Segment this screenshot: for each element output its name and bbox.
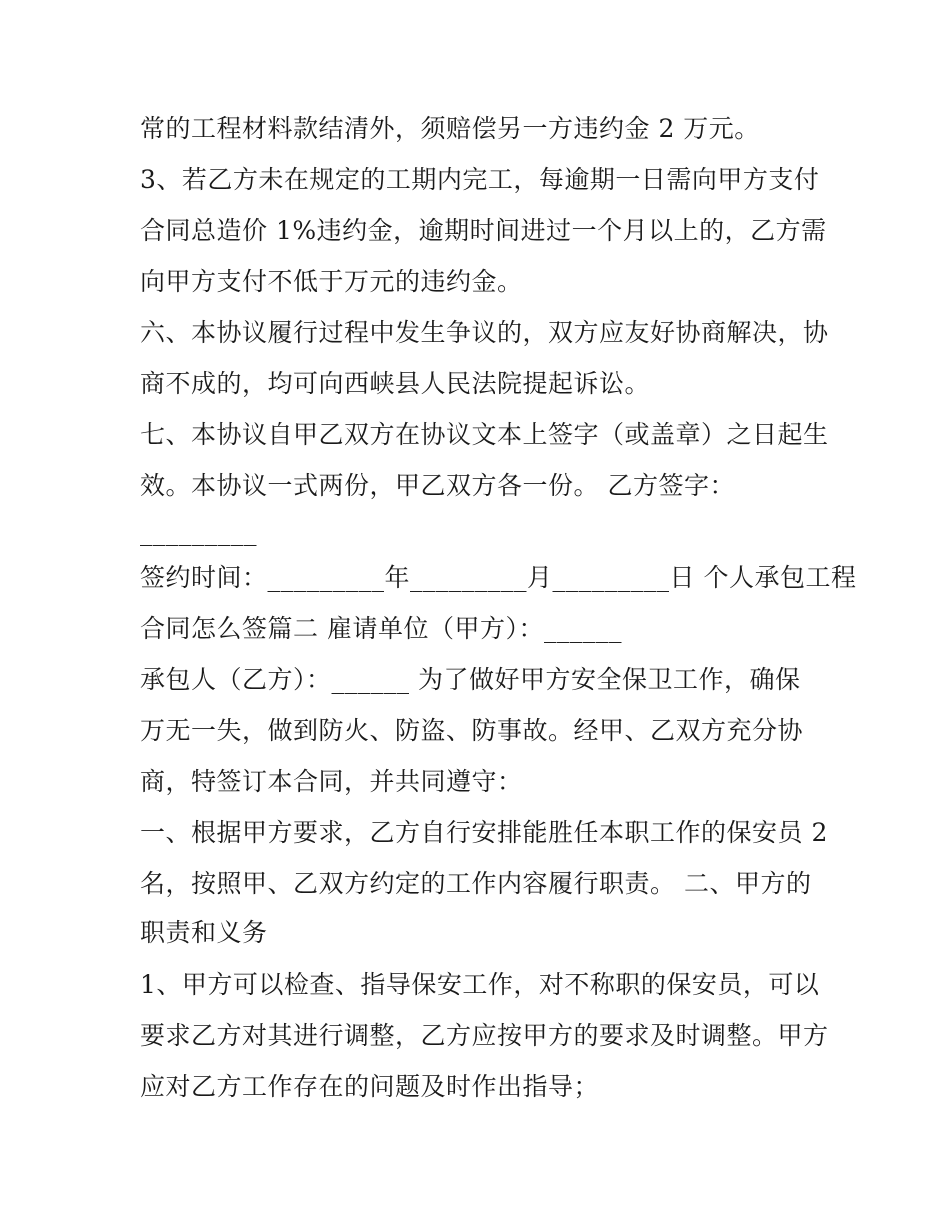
text-line: 商，特签订本合同，并共同遵守： xyxy=(140,767,523,796)
text-line: 要求乙方对其进行调整，乙方应按甲方的要求及时调整。甲方 xyxy=(140,1021,829,1050)
text-line: 常的工程材料款结清外，须赔偿另一方违约金 2 万元。 xyxy=(140,114,760,143)
text-line: 1、甲方可以检查、指导保安工作，对不称职的保安员，可以 xyxy=(140,970,820,999)
text-line: 六、本协议履行过程中发生争议的，双方应友好协商解决，协 xyxy=(140,318,829,347)
text-line: 万无一失，做到防火、防盗、防事故。经甲、乙双方充分协 xyxy=(140,716,804,745)
text-line: 3、若乙方未在规定的工期内完工，每逾期一日需向甲方支付 xyxy=(140,165,820,194)
text-line: 合同总造价 1%违约金，逾期时间进过一个月以上的，乙方需 xyxy=(140,216,827,245)
text-line: 职责和义务 xyxy=(140,918,268,947)
text-line: 合同怎么签篇二 雇请单位（甲方）：______ xyxy=(140,614,622,643)
text-line: 效。本协议一式两份，甲乙双方各一份。 乙方签字： xyxy=(140,471,735,500)
text-line: 商不成的，均可向西峡县人民法院提起诉讼。 xyxy=(140,369,651,398)
signature-blank: _________ xyxy=(140,517,257,546)
text-line: 向甲方支付不低于万元的违约金。 xyxy=(140,267,523,296)
text-line: 承包人（乙方）：______ 为了做好甲方安全保卫工作，确保 xyxy=(140,665,801,694)
text-line: 七、本协议自甲乙双方在协议文本上签字（或盖章）之日起生 xyxy=(140,420,829,449)
text-line: 签约时间：_________年_________月_________日 个人承包工程 xyxy=(140,563,857,592)
text-line: 名，按照甲、乙双方约定的工作内容履行职责。 二、甲方的 xyxy=(140,869,812,898)
text-line: 应对乙方工作存在的问题及时作出指导； xyxy=(140,1072,600,1101)
text-line: 一、根据甲方要求，乙方自行安排能胜任本职工作的保安员 2 xyxy=(140,818,828,847)
